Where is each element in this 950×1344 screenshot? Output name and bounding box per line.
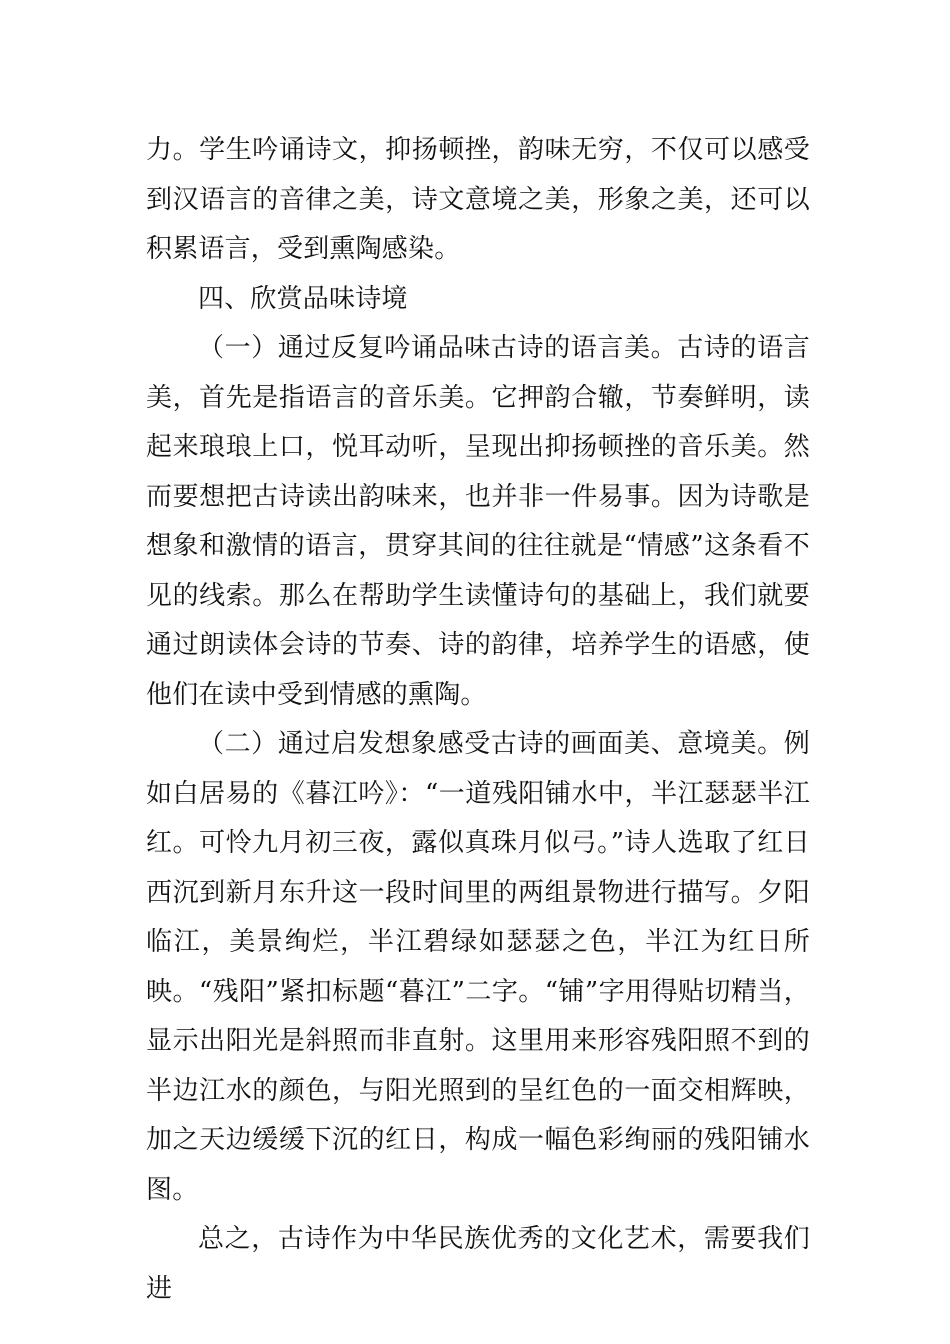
paragraph-conclusion: 总之，古诗作为中华民族优秀的文化艺术，需要我们进 bbox=[146, 1224, 810, 1304]
paragraph-imagery-beauty: （二）通过启发想象感受古诗的画面美、意境美。例如白居易的《暮江吟》：“一道残阳铺水中，半江瑟瑟半江红。可怜九月初三夜，露似真珠月似弓。”诗人选取了红日西沉到新月东升这一段时间里的两组景物进行描写。夕阳临江，美景绚烂，半江碧绿如瑟瑟之色，半江为红日所映。“残阳”紧扣标题“暮江”二字。“铺”字用得贴切精当，显示出阳光是斜照而非直射。这里用来形容残阳照不到的半边江水的颜色，与阳光照到的呈红色的一面交相辉映，加之天边缓缓下沉的红日，构成一幅色彩绚丽的残阳铺水图。 bbox=[146, 729, 810, 1205]
document-body bbox=[146, 126, 810, 1314]
paragraph-language-beauty: （一）通过反复吟诵品味古诗的语言美。古诗的语言美，首先是指语言的音乐美。它押韵合辙，节奏鲜明，读起来琅琅上口，悦耳动听，呈现出抑扬顿挫的音乐美。然而要想把古诗读出韵味来，也并非一件易事。因为诗歌是想象和激情的语言，贯穿其间的往往就是“情感”这条看不见的线索。那么在帮助学生读懂诗句的基础上，我们就要通过朗读体会诗的节奏、诗的韵律，培养学生的语感，使他们在读中受到情感的熏陶。 bbox=[146, 333, 810, 710]
paragraph-continuation: 力。学生吟诵诗文，抑扬顿挫，韵味无穷，不仅可以感受到汉语言的音律之美，诗文意境之美，形象之美，还可以积累语言，受到熏陶感染。 bbox=[146, 135, 810, 264]
section-heading-appreciate-poetic-realm: 四、欣赏品味诗境 bbox=[198, 283, 408, 314]
